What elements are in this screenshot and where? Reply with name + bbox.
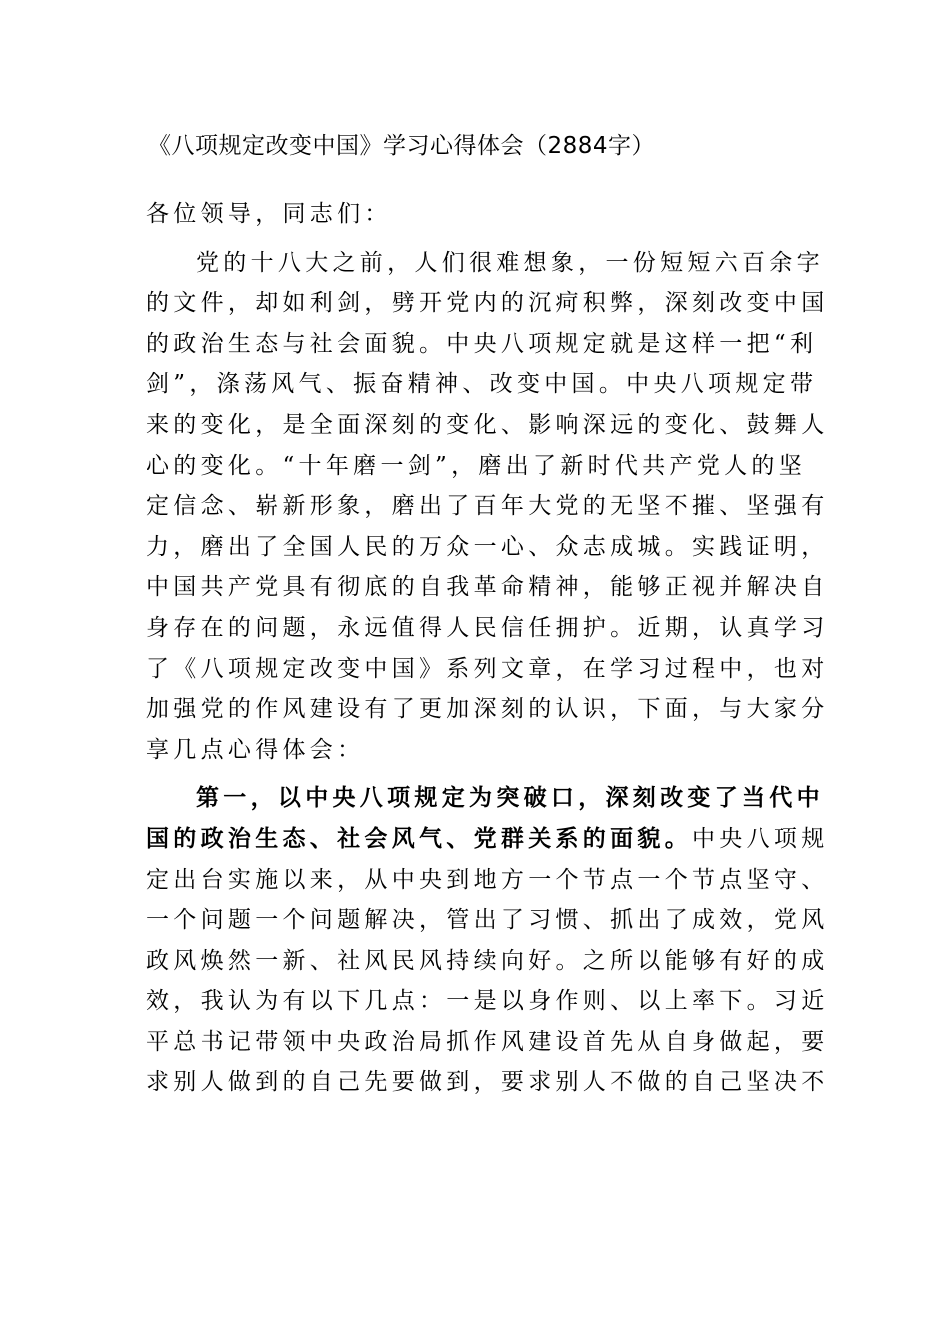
paragraph-line: 平总书记带领中央政治局抓作风建设首先从自身做起，要 [146,1028,829,1055]
paragraph-line: 求别人做到的自己先要做到，要求别人不做的自己坚决不 [146,1069,829,1096]
paragraph-line: 心的变化。“十年磨一剑”，磨出了新时代共产党人的坚 [146,452,807,479]
section-heading-line: 第一，以中央八项规定为突破口，深刻改变了当代中 [196,785,824,812]
paragraph-line: 党的十八大之前，人们很难想象，一份短短六百余字 [196,249,824,276]
section-heading-line-mixed [146,819,829,860]
paragraph-line: 效，我认为有以下几点：一是以身作则、以上率下。习近 [146,988,829,1015]
paragraph-line: 加强党的作风建设有了更加深刻的认识，下面，与大家分 [146,696,829,723]
paragraph-line: 力，磨出了全国人民的万众一心、众志成城。实践证明， [146,533,829,560]
paragraph-line: 定出台实施以来，从中央到地方一个节点一个节点坚守、 [146,866,829,893]
document-title: 《八项规定改变中国》学习心得体会（2884字） [148,133,656,159]
paragraph-line: 了《八项规定改变中国》系列文章，在学习过程中，也对 [146,655,829,682]
paragraph-line: 来的变化，是全面深刻的变化、影响深远的变化、鼓舞人 [146,411,829,438]
paragraph-intro [146,243,829,771]
paragraph-line: 的政治生态与社会面貌。中央八项规定就是这样一把“利 [146,330,818,357]
paragraph-line: 中国共产党具有彻底的自我革命精神，能够正视并解决自 [146,574,829,601]
section-text: 中央八项规 [692,825,829,852]
document-body [146,194,829,1103]
paragraph-line: 的文件，却如利剑，劈开党内的沉疴积弊，深刻改变中国 [146,290,829,317]
paragraph-line: 一个问题一个问题解决，管出了习惯、抓出了成效，党风 [146,907,829,934]
section-heading-bold: 国的政治生态、社会风气、党群关系的面貌。 [146,825,692,852]
paragraph-line: 定信念、崭新形象，磨出了百年大党的无坚不摧、坚强有 [146,493,829,520]
salutation: 各位领导，同志们： [146,201,392,227]
paragraph-line: 政风焕然一新、社风民风持续向好。之所以能够有好的成 [146,947,829,974]
paragraph-line: 剑”，涤荡风气、振奋精神、改变中国。中央八项规定带 [146,371,818,398]
paragraph-line: 身存在的问题，永远值得人民信任拥护。近期，认真学习 [146,614,829,641]
paragraph-first-point [146,778,829,1103]
paragraph-line: 享几点心得体会： [146,736,365,763]
